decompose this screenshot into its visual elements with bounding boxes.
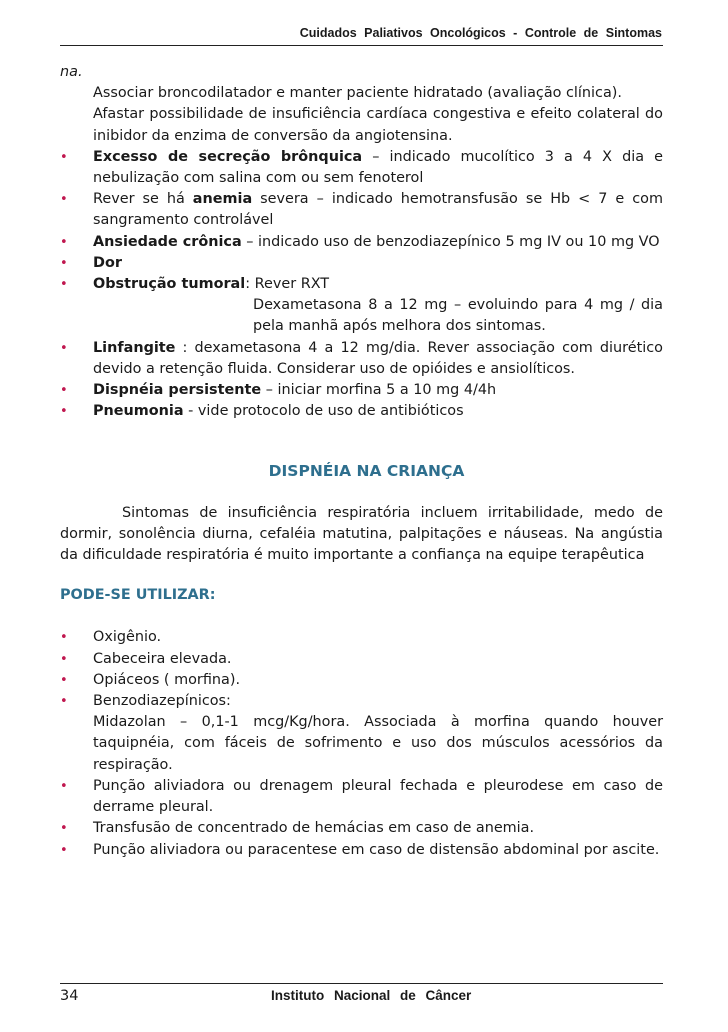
- list-item: [60, 147, 663, 189]
- continuation-line: Afastar possibilidade de insuficiência cardíaca congestiva e efeito colateral do inibidor da enzima de conversão da angiotensina.: [93, 106, 663, 144]
- symptom-list: [60, 147, 663, 423]
- bullet-icon: •: [60, 255, 68, 271]
- item-term: Dor: [93, 254, 122, 271]
- item-subtext: Midazolan – 0,1-1 mcg/Kg/hora. Associada à morfina quando houver taquipnéia, com fáceis de sofrimento e uso dos músculos acessórios da respiração.: [93, 714, 663, 773]
- item-text: Punção aliviadora ou drenagem pleural fechada e pleurodese em caso de derrame pleural.: [93, 777, 663, 816]
- item-text: Oxigênio.: [93, 629, 162, 646]
- footer-publisher: Instituto Nacional de Câncer: [271, 988, 472, 1003]
- item-text: : Rever RXT: [245, 276, 330, 293]
- list-item: [60, 670, 663, 691]
- item-term: Dispnéia persistente: [93, 382, 262, 399]
- item-term: Obstrução tumoral: [93, 276, 246, 293]
- item-term: Ansiedade crônica: [93, 233, 242, 250]
- continuation-line: Associar broncodilatador e manter paciente hidratado (avaliação clínica).: [93, 85, 622, 102]
- item-text: - vide protocolo de uso de antibióticos: [183, 403, 464, 420]
- bullet-icon: •: [60, 383, 68, 399]
- bullet-icon: •: [60, 149, 68, 165]
- item-text: severa – indicado hemotransfusão se Hb < 7 e com sangramento controlável: [93, 191, 663, 229]
- item-term: Excesso de secreção brônquica: [93, 148, 363, 165]
- bullet-icon: •: [60, 192, 68, 208]
- bullet-icon: •: [60, 778, 68, 794]
- bullet-icon: •: [60, 234, 68, 250]
- list-item: [60, 649, 663, 670]
- item-text: Rever se há: [93, 191, 193, 208]
- list-item: [60, 691, 663, 776]
- section-paragraph: Sintomas de insuficiência respiratória incluem irritabilidade, medo de dormir, sonolência diurna, cefaléia matutina, palpitações e náuseas. Na angústia da dificuldade respiratória é muito importante a confiança na equipe terapêutica: [60, 504, 663, 564]
- item-text: – indicado uso de benzodiazepínico 5 mg IV ou 10 mg VO: [241, 233, 660, 250]
- list-item: [60, 401, 663, 422]
- bullet-icon: •: [60, 277, 68, 293]
- bullet-icon: •: [60, 340, 68, 356]
- bullet-icon: •: [60, 630, 68, 646]
- item-text: Benzodiazepínicos:: [93, 693, 231, 710]
- continuation-block: [60, 62, 663, 147]
- list-item: [60, 840, 663, 861]
- bullet-icon: •: [60, 694, 68, 710]
- list-item: [60, 338, 663, 380]
- item-term: Linfangite: [93, 339, 176, 356]
- item-text: – indicado mucolítico 3 a 4 X dia e nebulização com salina com ou sem fenoterol: [93, 148, 663, 187]
- subheading: PODE-SE UTILIZAR:: [60, 587, 216, 604]
- list-item: [60, 776, 663, 818]
- continuation-tail: na.: [60, 64, 83, 80]
- treatment-list: [60, 627, 663, 860]
- running-header: Cuidados Paliativos Oncológicos - Controle de Sintomas: [299, 26, 662, 40]
- list-item: [60, 627, 663, 648]
- item-text: : dexametasona 4 a 12 mg/dia. Rever associação com diurético devido a retenção fluida. Considerar uso de opióides e ansiolíticos.: [93, 339, 663, 377]
- page-body: [60, 62, 663, 861]
- item-term: Pneumonia: [93, 403, 184, 420]
- list-item: [60, 380, 663, 401]
- section-title: DISPNÉIA NA CRIANÇA: [268, 462, 465, 481]
- bullet-icon: •: [60, 821, 68, 837]
- bullet-icon: •: [60, 651, 68, 667]
- list-item: [60, 232, 663, 253]
- item-term: anemia: [192, 191, 253, 208]
- item-text: – iniciar morfina 5 a 10 mg 4/4h: [261, 382, 497, 399]
- page-number: 34: [60, 988, 79, 1004]
- bullet-icon: •: [60, 672, 68, 688]
- list-item: [60, 253, 663, 274]
- header-rule: [60, 45, 663, 46]
- item-text: Punção aliviadora ou paracentese em caso de distensão abdominal por ascite.: [93, 841, 660, 858]
- item-text: Cabeceira elevada.: [93, 650, 232, 667]
- footer-rule: [60, 983, 663, 984]
- list-item: [60, 818, 663, 839]
- item-text: Transfusão de concentrado de hemácias em caso de anemia.: [93, 820, 535, 837]
- list-item: [60, 274, 663, 338]
- item-subtext: Dexametasona 8 a 12 mg – evoluindo para 4 mg / dia pela manhã após melhora dos sintomas.: [253, 297, 663, 335]
- bullet-icon: •: [60, 404, 68, 420]
- item-text: Opiáceos ( morfina).: [93, 671, 241, 688]
- bullet-icon: •: [60, 842, 68, 858]
- list-item: [60, 189, 663, 231]
